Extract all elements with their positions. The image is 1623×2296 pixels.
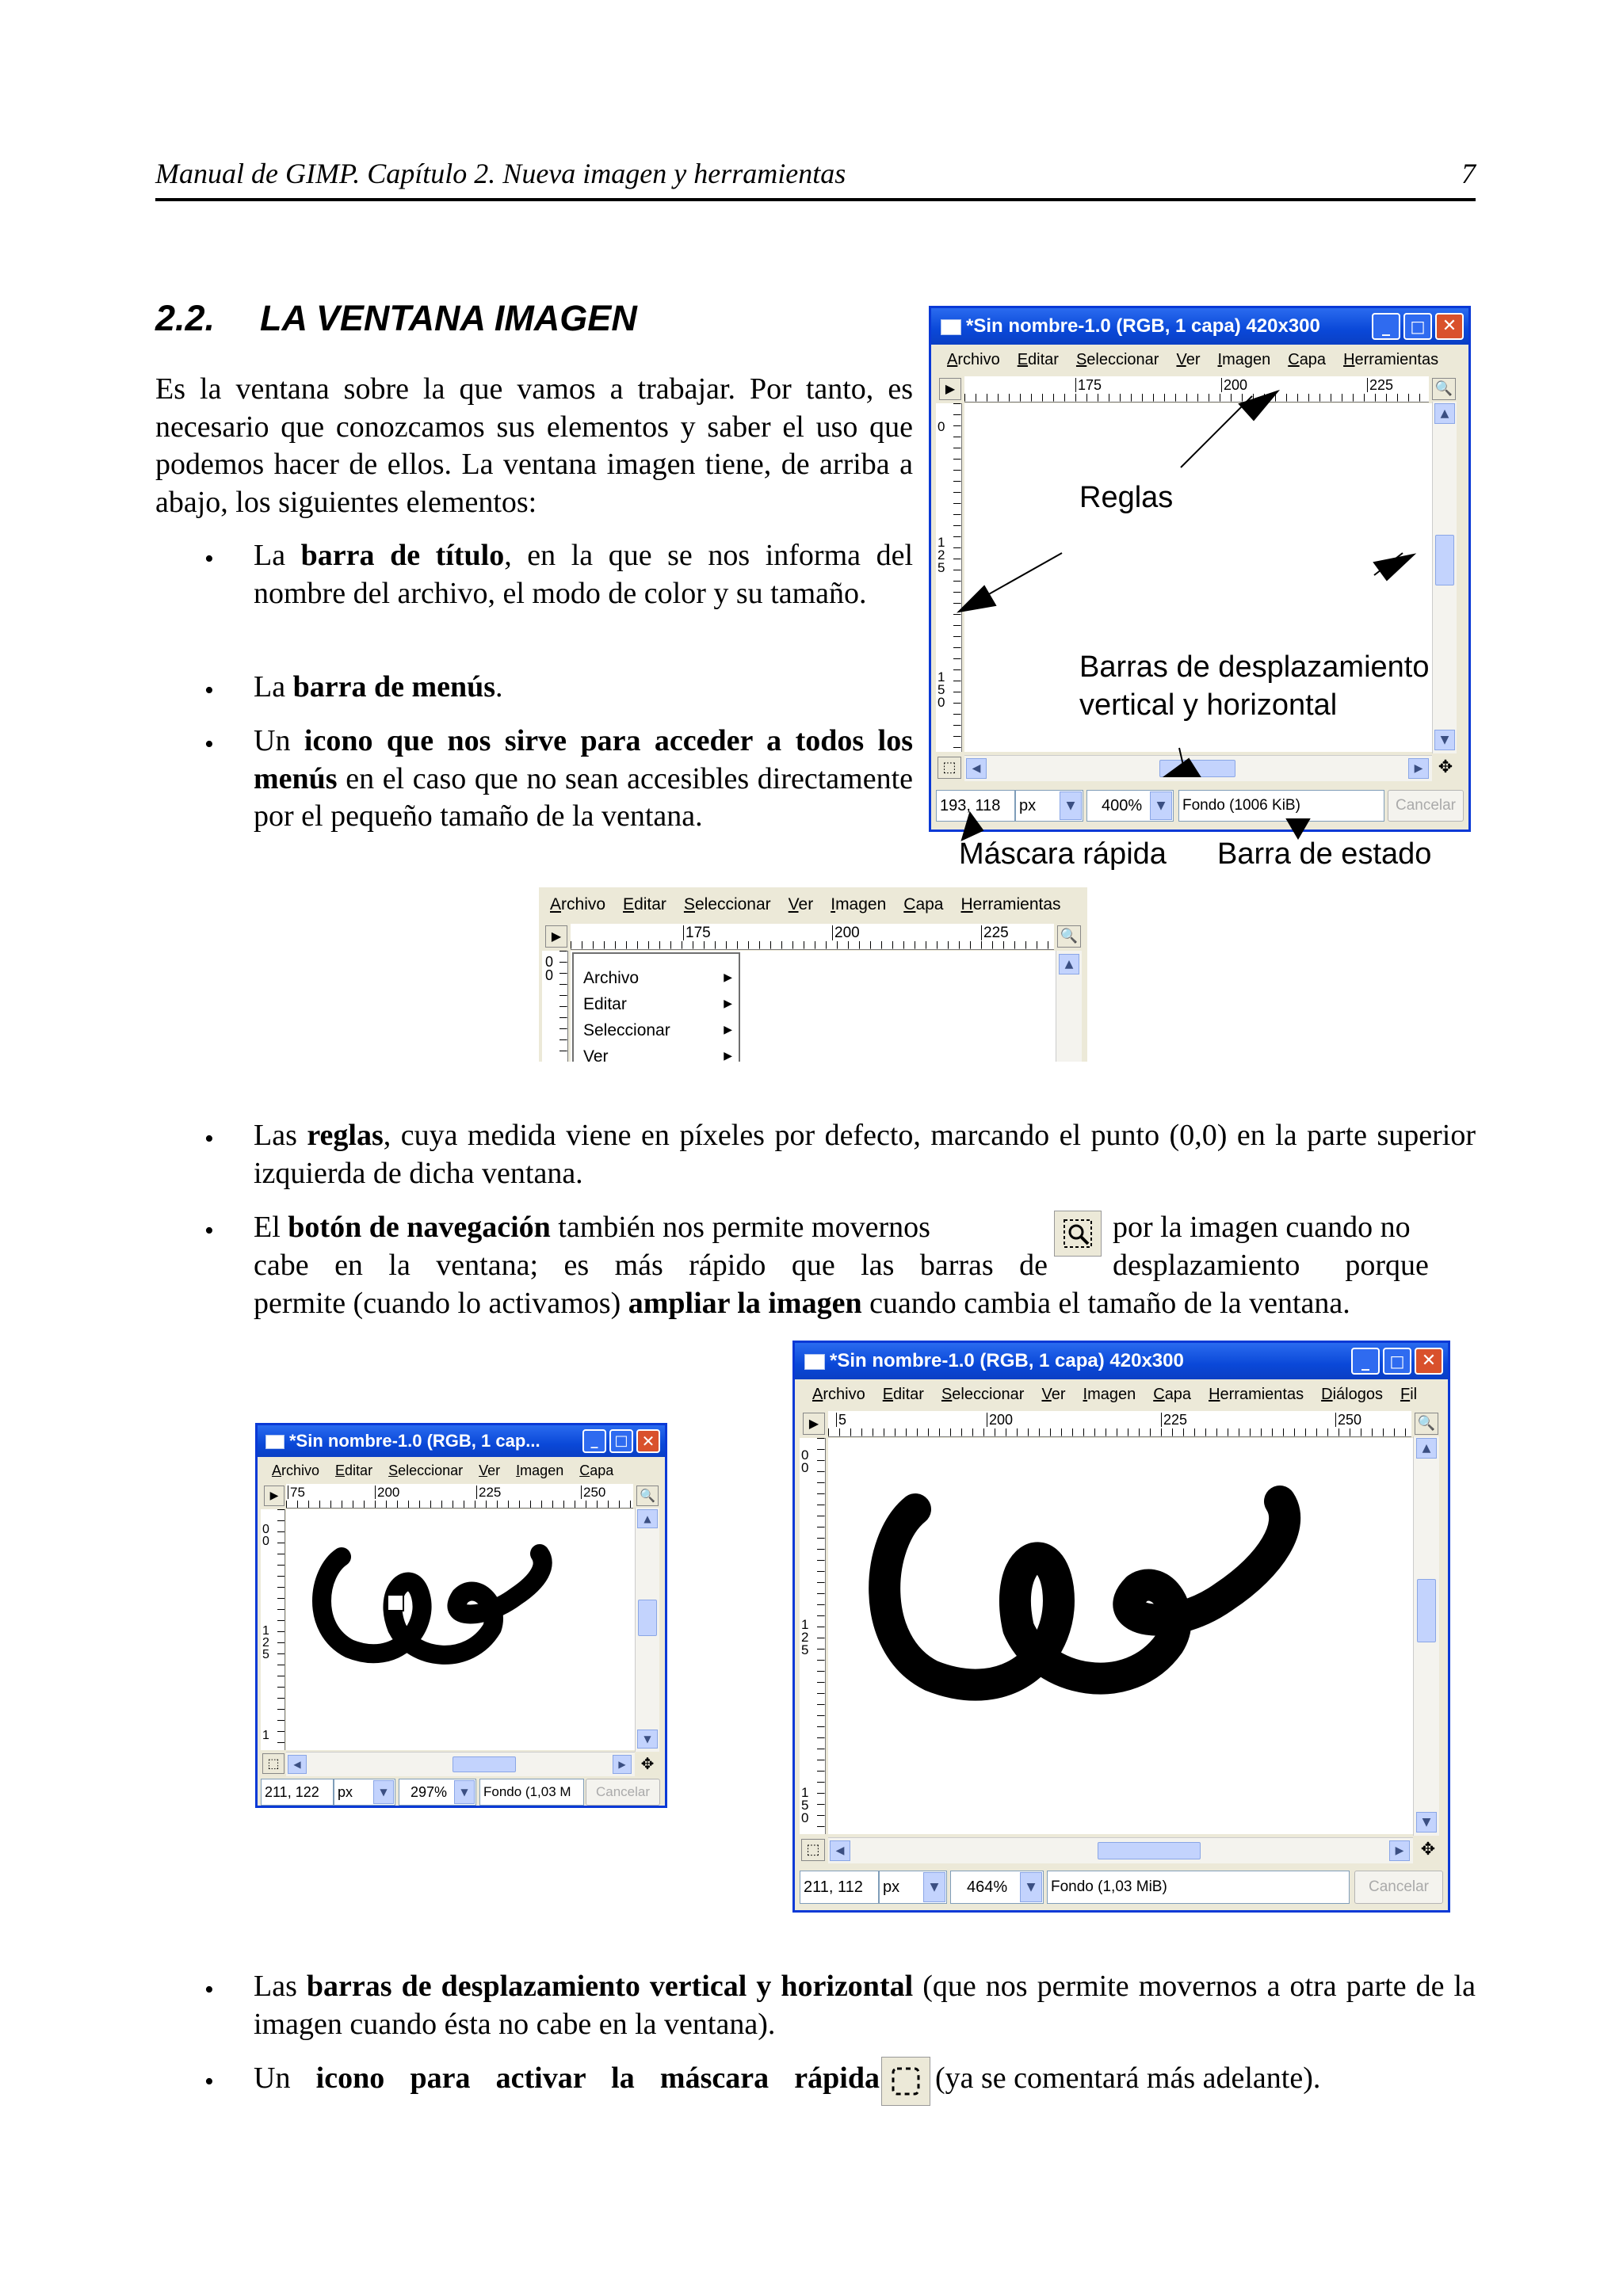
cancel-button[interactable]: Cancelar [586, 1779, 660, 1806]
pointer-coordinates: 193, 118 [936, 790, 1015, 822]
vertical-ruler: 0 0 [542, 951, 568, 1062]
scroll-thumb[interactable] [1098, 1842, 1201, 1859]
scroll-down-icon[interactable]: ▼ [637, 1730, 658, 1749]
horizontal-scrollbar[interactable] [286, 1752, 635, 1776]
menu-archivo[interactable]: Archivo [272, 1463, 320, 1478]
dropdown-item-editar[interactable]: Editar [583, 995, 627, 1013]
move-icon[interactable]: ✥ [640, 1754, 655, 1773]
annotation-scrollbars-line2: vertical y horizontal [1079, 688, 1338, 722]
menu-editar[interactable]: Editar [623, 895, 666, 913]
zoom-select[interactable]: 297% ▼ [399, 1779, 476, 1806]
bullet-text: La [254, 539, 301, 572]
bullet-symbol: • [204, 1975, 214, 2004]
menu-herramientas[interactable]: Herramientas [1209, 1386, 1304, 1403]
bullet-text: también nos permite movernos [550, 1211, 930, 1244]
bullet-text: en el caso que no sean accesibles directamente por el pequeño tamaño de la ventana. [254, 761, 913, 833]
menu-demo-screenshot [539, 887, 1087, 1062]
bullet-bold: barras de desplazamiento vertical y horizontal [306, 1970, 914, 2003]
menu-imagen[interactable]: Imagen [516, 1463, 564, 1478]
header-rule [155, 198, 1476, 201]
menu-capa[interactable]: Capa [579, 1463, 614, 1478]
scroll-thumb[interactable] [638, 1600, 657, 1636]
window-title: *Sin nombre-1.0 (RGB, 1 capa) 420x300 [830, 1350, 1184, 1371]
bullet-title-bar [254, 537, 913, 612]
menu-capa[interactable]: Capa [1288, 351, 1327, 368]
dropdown-item-seleccionar[interactable]: Seleccionar [583, 1021, 670, 1039]
bullet-symbol: • [204, 1124, 214, 1154]
section-number: 2.2. [155, 298, 216, 338]
submenu-arrow-icon: ▶ [724, 1024, 732, 1036]
ruler-label: 175 [683, 925, 711, 940]
zoom-select[interactable]: 464% ▼ [950, 1871, 1044, 1904]
bullet-text: , en la que se nos informa del nombre del archivo, el modo de color y su tamaño. [254, 539, 914, 610]
bullet-rulers [254, 1117, 1476, 1192]
scroll-right-icon[interactable]: ▶ [1408, 758, 1429, 779]
quick-mask-icon [881, 2057, 930, 2106]
bullet-symbol: • [204, 676, 214, 705]
menu-editar[interactable]: Editar [882, 1386, 924, 1403]
submenu-arrow-icon: ▶ [724, 971, 732, 984]
ruler-label: 225 [981, 925, 1009, 940]
horizontal-ruler [571, 924, 1054, 950]
menu-bar [258, 1459, 665, 1482]
menu-arrow-icon[interactable]: ▶ [939, 378, 961, 400]
intro-paragraph: Es la ventana sobre la que vamos a trabajar. Por tanto, es necesario que conozcamos sus elementos y saber el uso que podemos hacer de ellos. La ventana imagen tiene, de arriba a abajo, los siguientes elementos: [155, 372, 913, 519]
running-title: Manual de GIMP. Capítulo 2. Nueva imagen y herramientas [155, 158, 846, 189]
menu-dialogos[interactable]: Diálogos [1321, 1386, 1383, 1403]
ruler-label: 5 [836, 1413, 846, 1427]
menu-editar[interactable]: Editar [335, 1463, 373, 1478]
menu-herramientas[interactable]: Herramientas [960, 895, 1061, 913]
bullet-text: Un [254, 2061, 316, 2095]
minimize-icon[interactable]: _ [1372, 313, 1400, 340]
menu-arrow-icon[interactable]: ▶ [545, 925, 567, 948]
scroll-left-icon[interactable]: ◀ [830, 1840, 850, 1861]
menu-archivo[interactable]: Archivo [812, 1386, 865, 1403]
ruler-label: 200 [375, 1486, 399, 1499]
navigation-icon [1054, 1211, 1102, 1257]
scroll-up-icon[interactable]: ▲ [637, 1509, 658, 1528]
zoom-select[interactable]: 400% ▼ [1086, 790, 1174, 822]
ruler-label: 75 [288, 1486, 305, 1499]
minimize-icon[interactable]: _ [582, 1429, 606, 1453]
bullet-text: El [254, 1211, 288, 1244]
ruler-label: 200 [987, 1413, 1013, 1427]
bullet-navigation-line3 [254, 1285, 1476, 1323]
layer-info: Fondo (1,03 M [479, 1779, 584, 1806]
menu-imagen[interactable]: Imagen [1083, 1386, 1136, 1403]
bullet-bold: barra de título [300, 539, 505, 572]
ruler-label: 225 [1367, 378, 1393, 392]
maximize-icon[interactable]: □ [1403, 313, 1432, 340]
ruler-label: 200 [1221, 378, 1247, 392]
unit-select[interactable]: px ▼ [879, 1871, 947, 1904]
navigation-icon[interactable]: 🔍 [1432, 378, 1456, 400]
pointer-coordinates: 211, 122 [261, 1779, 334, 1806]
bullet-bold: icono que nos sirve para acceder a todos los menús [254, 724, 913, 795]
menu-capa[interactable]: Capa [903, 895, 944, 913]
bullet-symbol: • [204, 1216, 214, 1245]
bullet-bold: barra de menús [292, 670, 496, 704]
bullet-bold: reglas [307, 1119, 384, 1152]
scroll-right-icon[interactable]: ▶ [1389, 1840, 1410, 1861]
window-icon [804, 1354, 825, 1370]
menu-seleccionar[interactable]: Seleccionar [941, 1386, 1025, 1403]
ruler-label: 225 [476, 1486, 501, 1499]
bullet-text: . [495, 670, 503, 704]
window-icon [941, 319, 961, 335]
menu-editar[interactable]: Editar [1017, 351, 1059, 368]
bullet-text: cuando cambia el tamaño de la ventana. [861, 1287, 1350, 1320]
annotation-quick-mask: Máscara rápida [959, 837, 1167, 871]
image-canvas[interactable] [286, 1509, 635, 1750]
vertical-scrollbar [1056, 951, 1082, 1062]
move-icon[interactable]: ✥ [1420, 1840, 1436, 1859]
navigation-icon[interactable]: 🔍 [1415, 1413, 1438, 1435]
bullet-text: , cuya medida viene en píxeles por defecto, marcando el punto (0,0) en la parte superior izquierda de dicha ventana. [254, 1119, 1476, 1190]
scroll-thumb[interactable] [1417, 1579, 1436, 1642]
bullet-menu-icon [254, 723, 913, 836]
scroll-up-icon[interactable]: ▲ [1434, 403, 1455, 424]
close-icon[interactable]: ✕ [1415, 1348, 1443, 1375]
menu-arrow-icon[interactable]: ▶ [803, 1413, 825, 1435]
bullet-text: Las [254, 1119, 307, 1152]
bullet-menu-bar [254, 669, 913, 707]
page-number: 7 [1461, 158, 1476, 189]
section-title-text: LA VENTANA IMAGEN [260, 298, 637, 338]
ruler-label: 0 [938, 419, 945, 434]
menu-arrow-icon[interactable]: ▶ [264, 1486, 285, 1506]
bullet-quick-mask-end: (ya se comentará más adelante). [935, 2061, 1321, 2095]
ruler-label: 175 [1075, 378, 1102, 392]
unit-select[interactable]: px ▼ [1015, 790, 1083, 822]
bullet-text: La [254, 670, 293, 704]
scroll-right-icon[interactable]: ▶ [613, 1755, 632, 1774]
bullet-bold: icono para activar la máscara rápida [315, 2061, 880, 2095]
close-icon[interactable]: ✕ [636, 1429, 660, 1453]
menu-imagen[interactable]: Imagen [831, 895, 887, 913]
annotation-status-bar: Barra de estado [1217, 837, 1432, 871]
section-title [155, 295, 637, 342]
ruler-label: 250 [1335, 1413, 1361, 1427]
submenu-arrow-icon: ▶ [724, 1050, 732, 1062]
bullet-text: permite (cuando lo activamos) [254, 1287, 628, 1320]
menu-bar [931, 346, 1468, 373]
horizontal-ruler[interactable] [828, 1411, 1411, 1437]
horizontal-ruler[interactable] [286, 1484, 633, 1508]
vertical-scrollbar[interactable] [1413, 1436, 1439, 1836]
bullet-navigation-line2-right: desplazamiento porque [1113, 1249, 1429, 1282]
title-bar[interactable] [931, 308, 1468, 345]
menu-ver[interactable]: Ver [479, 1463, 501, 1478]
ruler-label: 1 5 0 [938, 669, 945, 711]
scroll-up-icon[interactable]: ▲ [1059, 954, 1079, 974]
scribble-drawing [828, 1438, 1413, 1834]
maximize-icon[interactable]: □ [1383, 1348, 1411, 1375]
move-icon[interactable]: ✥ [1438, 757, 1453, 777]
annotation-rulers: Reglas [1079, 481, 1174, 514]
vertical-ruler[interactable]: 0 0 1 2 5 1 [261, 1509, 285, 1750]
dropdown-menu [572, 952, 740, 1062]
cancel-button[interactable]: Cancelar [1388, 790, 1464, 822]
bullet-navigation-line2: cabe en la ventana; es más rápido que las barras de [254, 1249, 1048, 1282]
scroll-left-icon[interactable]: ◀ [288, 1755, 307, 1774]
submenu-arrow-icon: ▶ [724, 997, 732, 1010]
image-canvas[interactable] [828, 1438, 1413, 1834]
status-bar [795, 1866, 1448, 1910]
running-header [155, 155, 1476, 192]
annotation-arrows [919, 372, 1617, 864]
quick-mask-icon[interactable]: ⬚ [801, 1839, 825, 1861]
maximize-icon[interactable]: □ [609, 1429, 633, 1453]
menu-capa[interactable]: Capa [1153, 1386, 1192, 1403]
navigation-icon[interactable]: 🔍 [1057, 925, 1081, 948]
horizontal-scrollbar[interactable] [828, 1837, 1413, 1863]
menu-seleccionar[interactable]: Seleccionar [388, 1463, 464, 1478]
vertical-scrollbar[interactable] [635, 1508, 659, 1752]
bullet-bold: ampliar la imagen [628, 1287, 862, 1320]
menu-ver[interactable]: Ver [788, 895, 814, 913]
ruler-label: 225 [1161, 1413, 1187, 1427]
menu-filtros[interactable]: Fil [1400, 1386, 1418, 1403]
scroll-left-icon[interactable]: ◀ [966, 758, 987, 779]
bullet-symbol: • [204, 544, 214, 574]
bullet-navigation-line1 [254, 1209, 1048, 1247]
ruler-label: 200 [832, 925, 860, 940]
menu-ver[interactable]: Ver [1176, 351, 1201, 368]
layer-info: Fondo (1,03 MiB) [1047, 1871, 1350, 1904]
scribble-drawing [286, 1509, 635, 1750]
close-icon[interactable]: ✕ [1435, 313, 1464, 340]
ruler-label: 250 [581, 1486, 605, 1499]
menu-seleccionar[interactable]: Seleccionar [683, 895, 771, 913]
menu-herramientas[interactable]: Herramientas [1343, 351, 1439, 368]
gimp-image-window-small [255, 1423, 667, 1808]
bullet-text: (que nos permite movernos a otra parte de la imagen cuando ésta no cabe en la ventana). [254, 1970, 1476, 2041]
scroll-down-icon[interactable]: ▼ [1434, 730, 1455, 750]
quick-mask-icon[interactable]: ⬚ [262, 1753, 285, 1774]
bullet-bold: botón de navegación [288, 1211, 551, 1244]
bullet-symbol: • [204, 2067, 214, 2096]
menu-seleccionar[interactable]: Seleccionar [1075, 351, 1159, 368]
dropdown-item-ver[interactable]: Ver [583, 1047, 609, 1062]
menu-bar [539, 891, 1087, 919]
vertical-ruler[interactable]: 0 0 1 2 5 1 5 0 [800, 1438, 826, 1834]
menu-archivo[interactable]: Archivo [947, 351, 1000, 368]
menu-ver[interactable]: Ver [1041, 1386, 1066, 1403]
scroll-up-icon[interactable]: ▲ [1416, 1438, 1437, 1459]
pointer-coordinates: 211, 112 [800, 1871, 879, 1904]
navigation-icon[interactable]: 🔍 [636, 1486, 659, 1506]
bullet-scrollbars [254, 1968, 1476, 2043]
title-bar[interactable] [795, 1343, 1448, 1379]
dropdown-item-archivo[interactable]: Archivo [583, 969, 640, 987]
bullet-navigation-line1-right: por la imagen cuando no [1113, 1211, 1411, 1244]
menu-bar [795, 1381, 1448, 1408]
title-bar[interactable] [258, 1425, 665, 1457]
window-title: *Sin nombre-1.0 (RGB, 1 cap... [289, 1431, 540, 1451]
bullet-text: Un [254, 724, 304, 757]
menu-imagen[interactable]: Imagen [1217, 351, 1271, 368]
layer-info: Fondo (1006 KiB) [1178, 790, 1384, 822]
bullet-quick-mask [254, 2060, 880, 2098]
minimize-icon[interactable]: _ [1351, 1348, 1380, 1375]
gimp-image-window-large [792, 1341, 1450, 1913]
scroll-down-icon[interactable]: ▼ [1416, 1812, 1437, 1833]
window-icon [265, 1435, 285, 1449]
bullet-symbol: • [204, 730, 214, 759]
cancel-button[interactable]: Cancelar [1354, 1871, 1443, 1904]
scroll-thumb[interactable] [453, 1756, 516, 1772]
status-bar [258, 1777, 665, 1807]
annotation-scrollbars-line1: Barras de desplazamiento [1079, 650, 1430, 684]
ruler-label: 1 2 5 [938, 535, 945, 576]
window-title: *Sin nombre-1.0 (RGB, 1 capa) 420x300 [966, 315, 1320, 337]
menu-archivo[interactable]: Archivo [550, 895, 606, 913]
quick-mask-icon[interactable]: ⬚ [938, 757, 961, 779]
unit-select[interactable]: px ▼ [334, 1779, 395, 1806]
bullet-text: Las [254, 1970, 307, 2003]
